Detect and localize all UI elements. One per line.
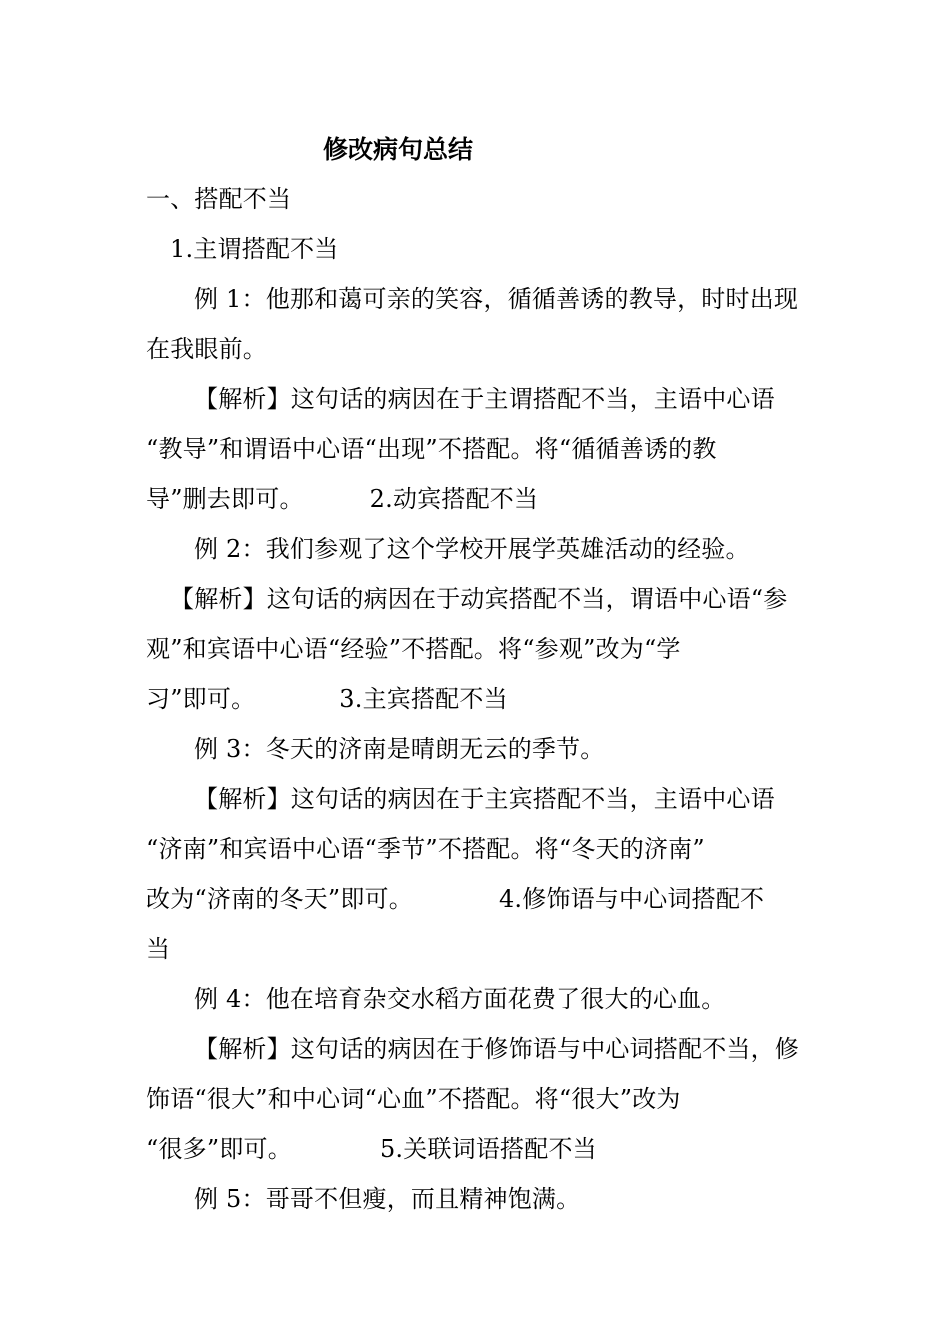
analysis-3-end: 改为“济南的冬天”即可。 <box>146 885 413 913</box>
analysis-4-line-3 <box>146 1134 816 1164</box>
analysis-3-line-1: 【解析】这句话的病因在于主宾搭配不当，主语中心语 <box>194 785 775 813</box>
example-3: 例 3：冬天的济南是晴朗无云的季节。 <box>194 735 605 763</box>
example-5: 例 5：哥哥不但瘦，而且精神饱满。 <box>194 1185 581 1213</box>
example-2: 例 2：我们参观了这个学校开展学英雄活动的经验。 <box>194 535 750 563</box>
analysis-4-end: “很多”即可。 <box>146 1135 292 1163</box>
section-heading: 一、搭配不当 <box>146 185 292 213</box>
analysis-4-line-2: 饰语“很大”和中心词“心血”不搭配。将“很大”改为 <box>146 1085 681 1113</box>
subheading-3: 3.主宾搭配不当 <box>339 685 508 713</box>
example-1-line-2: 在我眼前。 <box>146 335 267 363</box>
analysis-2-line-2: 观”和宾语中心语“经验”不搭配。将“参观”改为“学 <box>146 635 681 663</box>
analysis-4-line-1: 【解析】这句话的病因在于修饰语与中心词搭配不当，修 <box>194 1035 799 1063</box>
subheading-4-wrap: 当 <box>146 935 171 963</box>
example-1-line-1: 例 1：他那和蔼可亲的笑容，循循善诱的教导，时时出现 <box>194 285 799 313</box>
analysis-1-line-3 <box>146 484 816 514</box>
analysis-1-end: 导”删去即可。 <box>146 485 304 513</box>
analysis-3-line-2: “济南”和宾语中心语“季节”不搭配。将“冬天的济南” <box>146 835 705 863</box>
analysis-3-line-3 <box>146 884 816 914</box>
example-4: 例 4：他在培育杂交水稻方面花费了很大的心血。 <box>194 985 726 1013</box>
page-title: 修改病句总结 <box>323 135 474 164</box>
analysis-1-line-1: 【解析】这句话的病因在于主谓搭配不当，主语中心语 <box>194 385 775 413</box>
analysis-1-line-2: “教导”和谓语中心语“出现”不搭配。将“循循善诱的教 <box>146 435 717 463</box>
subheading-2: 2.动宾搭配不当 <box>369 485 539 513</box>
analysis-2-end: 习”即可。 <box>146 685 256 713</box>
subheading-5: 5.关联词语搭配不当 <box>379 1135 597 1163</box>
subheading-4: 4.修饰语与中心词搭配不 <box>498 885 765 913</box>
subheading-1: 1.主谓搭配不当 <box>170 235 339 263</box>
analysis-2-line-1: 【解析】这句话的病因在于动宾搭配不当，谓语中心语“参 <box>170 585 788 613</box>
analysis-2-line-3 <box>146 684 816 714</box>
